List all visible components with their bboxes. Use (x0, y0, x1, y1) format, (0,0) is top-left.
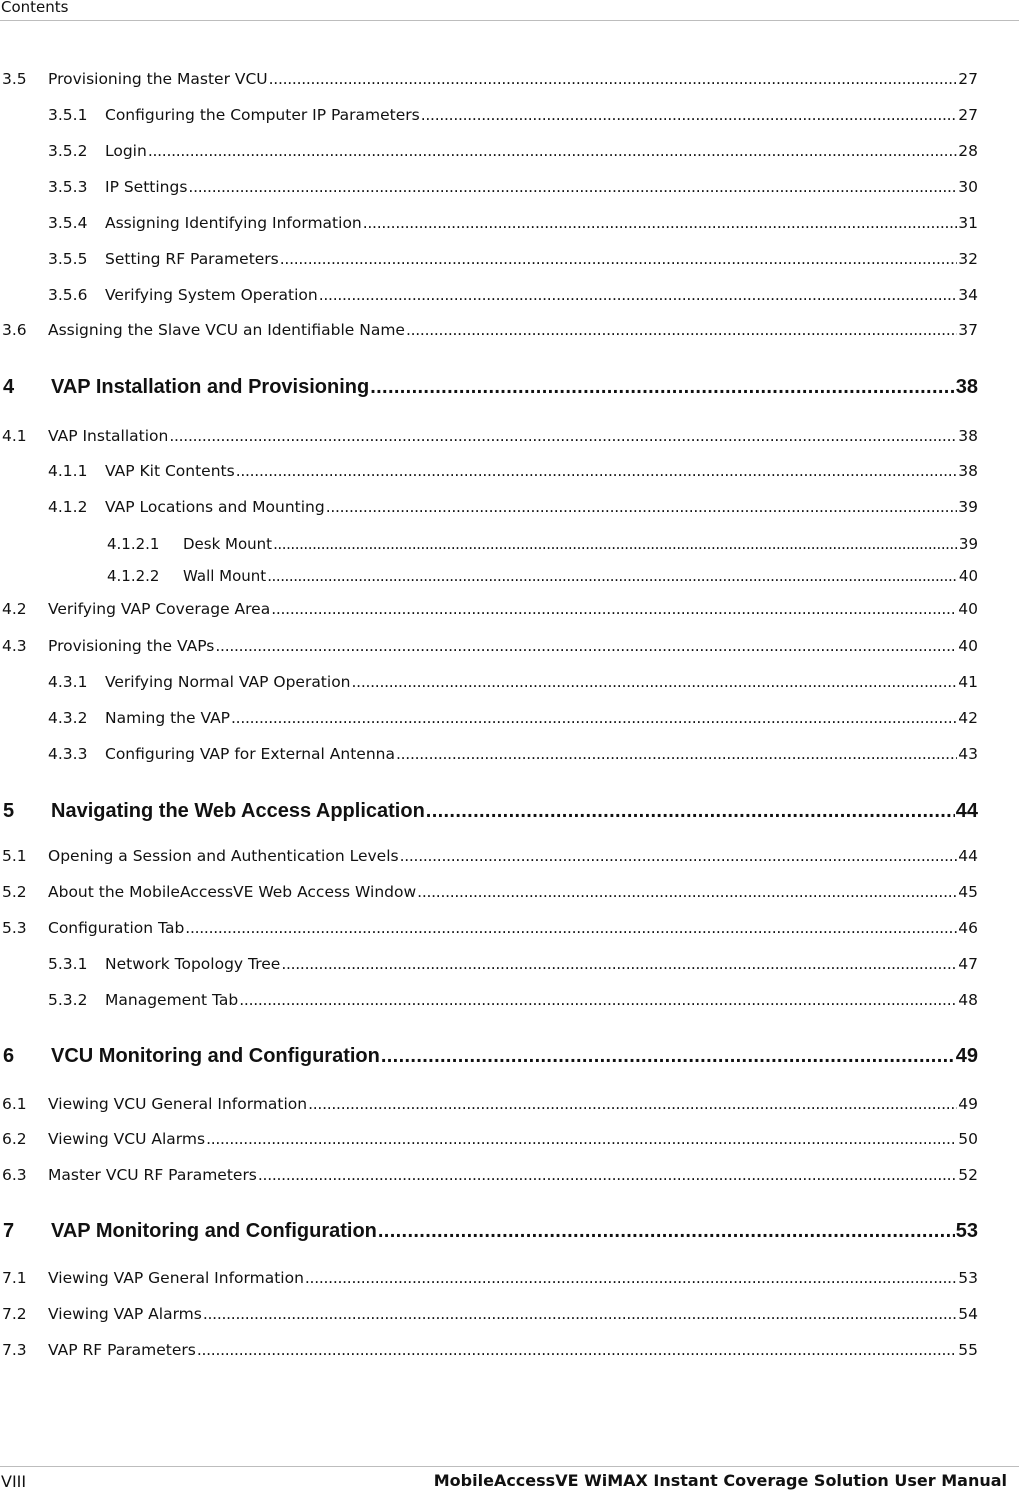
toc-entry-page: 53 (955, 1220, 978, 1242)
toc-leader-dots (239, 991, 957, 1009)
toc-leader-dots (421, 106, 958, 124)
toc-leader-dots (378, 1220, 955, 1243)
header-title: Contents (1, 0, 69, 16)
toc-entry[interactable] (0, 567, 978, 585)
toc-entry-number: 7.2 (2, 1305, 27, 1323)
toc-entry-number: 4.3.3 (48, 745, 88, 763)
toc-entry-title: VAP Locations and Mounting (105, 498, 325, 516)
toc-entry-page: 27 (958, 106, 978, 124)
toc-entry-page: 39 (958, 535, 978, 553)
toc-entry-page: 42 (958, 709, 978, 727)
toc-entry[interactable] (0, 214, 978, 232)
toc-entry-title: Navigating the Web Access Application (51, 800, 425, 822)
toc-leader-dots (426, 800, 955, 823)
toc-entry-page: 37 (958, 321, 978, 339)
toc-entry-page: 32 (958, 250, 978, 268)
toc-leader-dots (417, 883, 957, 901)
toc-entry-page: 40 (958, 567, 978, 585)
toc-leader-dots (400, 847, 958, 865)
toc-entry[interactable] (0, 1130, 978, 1148)
toc-entry-title: Wall Mount (183, 567, 267, 585)
toc-leader-dots (236, 462, 958, 480)
toc-entry-page: 53 (958, 1269, 978, 1287)
toc-leader-dots (273, 535, 958, 553)
toc-entry-number: 3.5.1 (48, 106, 88, 124)
toc-entry-title: Provisioning the VAPs (48, 637, 215, 655)
toc-chapter-entry[interactable] (0, 1045, 978, 1068)
toc-entry-page: 43 (958, 745, 978, 763)
toc-entry-number: 3.5.5 (48, 250, 88, 268)
toc-entry-page: 54 (958, 1305, 978, 1323)
toc-entry-number: 4 (3, 376, 15, 398)
toc-entry-number: 4.1.2 (48, 498, 88, 516)
toc-entry-title: VAP Installation and Provisioning (51, 376, 370, 398)
toc-entry-title: Naming the VAP (105, 709, 231, 727)
toc-leader-dots (267, 567, 958, 585)
footer-manual-title: MobileAccessVE WiMAX Instant Coverage Solution User Manual (433, 1471, 1007, 1490)
toc-entry-number: 7.1 (2, 1269, 27, 1287)
toc-entry[interactable] (0, 1269, 978, 1287)
toc-entry-number: 6.1 (2, 1095, 27, 1113)
toc-entry-page: 49 (955, 1045, 978, 1067)
toc-entry[interactable] (0, 498, 978, 516)
toc-entry-page: 39 (958, 498, 978, 516)
toc-entry[interactable] (0, 919, 978, 937)
toc-leader-dots (319, 286, 958, 304)
toc-entry-number: 4.3.1 (48, 673, 88, 691)
toc-entry-number: 4.2 (2, 600, 27, 618)
toc-leader-dots (326, 498, 958, 516)
toc-entry-number: 6.2 (2, 1130, 27, 1148)
toc-entry-number: 3.5.3 (48, 178, 88, 196)
toc-leader-dots (203, 1305, 957, 1323)
toc-entry-number: 5 (3, 800, 15, 822)
toc-leader-dots (148, 142, 957, 160)
toc-leader-dots (281, 955, 957, 973)
toc-entry-title: Configuring the Computer IP Parameters (105, 106, 420, 124)
toc-leader-dots (269, 70, 958, 88)
toc-leader-dots (305, 1269, 957, 1287)
toc-entry[interactable] (0, 883, 978, 901)
toc-entry-number: 6.3 (2, 1166, 27, 1184)
toc-entry-title: Viewing VCU Alarms (48, 1130, 206, 1148)
toc-entry[interactable] (0, 106, 978, 124)
toc-entry-page: 46 (958, 919, 978, 937)
toc-entry-number: 4.1.2.1 (107, 535, 160, 553)
toc-entry[interactable] (0, 535, 978, 553)
toc-entry-page: 55 (958, 1341, 978, 1359)
toc-entry-title: Network Topology Tree (105, 955, 281, 973)
toc-entry-title: Verifying VAP Coverage Area (48, 600, 271, 618)
toc-entry-number: 7.3 (2, 1341, 27, 1359)
toc-entry-title: Viewing VCU General Information (48, 1095, 308, 1113)
toc-entry[interactable] (0, 1166, 978, 1184)
toc-entry[interactable] (0, 673, 978, 691)
toc-entry-number: 5.3.2 (48, 991, 88, 1009)
toc-leader-dots (370, 376, 955, 399)
toc-entry-number: 3.5.2 (48, 142, 88, 160)
toc-entry[interactable] (0, 637, 978, 655)
toc-entry-number: 3.5 (2, 70, 27, 88)
toc-entry[interactable] (0, 600, 978, 618)
toc-entry[interactable] (0, 955, 978, 973)
toc-leader-dots (197, 1341, 957, 1359)
toc-entry-page: 48 (958, 991, 978, 1009)
toc-chapter-entry[interactable] (0, 376, 978, 399)
toc-entry-title: Verifying Normal VAP Operation (105, 673, 351, 691)
toc-leader-dots (271, 600, 957, 618)
toc-leader-dots (396, 745, 957, 763)
toc-entry[interactable] (0, 250, 978, 268)
toc-entry[interactable] (0, 1341, 978, 1359)
toc-entry[interactable] (0, 709, 978, 727)
toc-entry-page: 34 (958, 286, 978, 304)
toc-entry-number: 4.1.1 (48, 462, 88, 480)
toc-entry-page: 30 (958, 178, 978, 196)
toc-entry[interactable] (0, 462, 978, 480)
toc-entry[interactable] (0, 70, 978, 88)
toc-entry-number: 3.6 (2, 321, 27, 339)
toc-leader-dots (169, 427, 957, 445)
toc-entry-number: 5.3 (2, 919, 27, 937)
toc-entry-title: Provisioning the Master VCU (48, 70, 268, 88)
toc-entry-title: Setting RF Parameters (105, 250, 279, 268)
toc-leader-dots (308, 1095, 957, 1113)
toc-entry[interactable] (0, 991, 978, 1009)
footer-page-label: VIII (1, 1472, 27, 1491)
toc-entry-title: Opening a Session and Authentication Levels (48, 847, 399, 865)
toc-entry-title: Management Tab (105, 991, 239, 1009)
toc-entry-number: 4.1 (2, 427, 27, 445)
toc-entry-number: 4.3.2 (48, 709, 88, 727)
toc-entry-page: 40 (958, 600, 978, 618)
toc-leader-dots (206, 1130, 957, 1148)
toc-entry-page: 41 (958, 673, 978, 691)
toc-leader-dots (231, 709, 957, 727)
toc-entry-page: 40 (958, 637, 978, 655)
toc-entry-page: 44 (958, 847, 978, 865)
toc-entry-number: 5.3.1 (48, 955, 88, 973)
toc-leader-dots (215, 637, 957, 655)
toc-entry-page: 45 (958, 883, 978, 901)
toc-leader-dots (406, 321, 957, 339)
toc-entry-title: Login (105, 142, 147, 160)
toc-entry-title: About the MobileAccessVE Web Access Window (48, 883, 417, 901)
page-header (0, 0, 1019, 21)
toc-leader-dots (188, 178, 957, 196)
toc-entry-page: 28 (958, 142, 978, 160)
toc-leader-dots (258, 1166, 957, 1184)
toc-entry[interactable] (0, 286, 978, 304)
toc-entry-page: 38 (958, 462, 978, 480)
toc-chapter-entry[interactable] (0, 1220, 978, 1243)
toc-chapter-entry[interactable] (0, 800, 978, 823)
toc-entry-number: 3.5.4 (48, 214, 88, 232)
toc-entry-number: 3.5.6 (48, 286, 88, 304)
toc-entry-page: 31 (958, 214, 978, 232)
toc-entry[interactable] (0, 1305, 978, 1323)
toc-entry-title: VAP Installation (48, 427, 169, 445)
toc-entry-title: Desk Mount (183, 535, 273, 553)
toc-entry[interactable] (0, 745, 978, 763)
toc-entry-page: 27 (958, 70, 978, 88)
toc-leader-dots (280, 250, 958, 268)
toc-leader-dots (363, 214, 958, 232)
toc-entry-page: 47 (958, 955, 978, 973)
toc-entry-page: 44 (955, 800, 978, 822)
toc-entry[interactable] (0, 847, 978, 865)
toc-entry-title: Verifying System Operation (105, 286, 318, 304)
toc-entry-number: 7 (3, 1220, 15, 1242)
toc-entry-title: Configuring VAP for External Antenna (105, 745, 395, 763)
toc-entry-number: 6 (3, 1045, 15, 1067)
toc-entry-title: VAP RF Parameters (48, 1341, 196, 1359)
toc-entry-number: 4.1.2.2 (107, 567, 160, 585)
toc-entry-title: Master VCU RF Parameters (48, 1166, 257, 1184)
toc-entry-title: VCU Monitoring and Configuration (51, 1045, 380, 1067)
toc-leader-dots (185, 919, 957, 937)
toc-entry-title: VAP Kit Contents (105, 462, 235, 480)
toc-entry-page: 50 (958, 1130, 978, 1148)
toc-entry-title: Viewing VAP Alarms (48, 1305, 202, 1323)
footer-divider (0, 1466, 1019, 1467)
toc-entry-page: 38 (955, 376, 978, 398)
toc-entry-number: 4.3 (2, 637, 27, 655)
toc-entry-title: Assigning Identifying Information (105, 214, 362, 232)
toc-entry[interactable] (0, 1095, 978, 1113)
toc-entry-title: VAP Monitoring and Configuration (51, 1220, 377, 1242)
toc-entry-title: Viewing VAP General Information (48, 1269, 304, 1287)
toc-entry-page: 49 (958, 1095, 978, 1113)
toc-entry-title: Assigning the Slave VCU an Identifiable Name (48, 321, 405, 339)
toc-entry-page: 52 (958, 1166, 978, 1184)
toc-entry-page: 38 (958, 427, 978, 445)
toc-entry[interactable] (0, 142, 978, 160)
toc-entry[interactable] (0, 321, 978, 339)
toc-entry[interactable] (0, 178, 978, 196)
toc-entry-number: 5.2 (2, 883, 27, 901)
toc-entry-title: IP Settings (105, 178, 188, 196)
toc-leader-dots (352, 673, 958, 691)
toc-entry-title: Configuration Tab (48, 919, 185, 937)
toc-entry[interactable] (0, 427, 978, 445)
toc-leader-dots (381, 1045, 955, 1068)
toc-entry-number: 5.1 (2, 847, 27, 865)
